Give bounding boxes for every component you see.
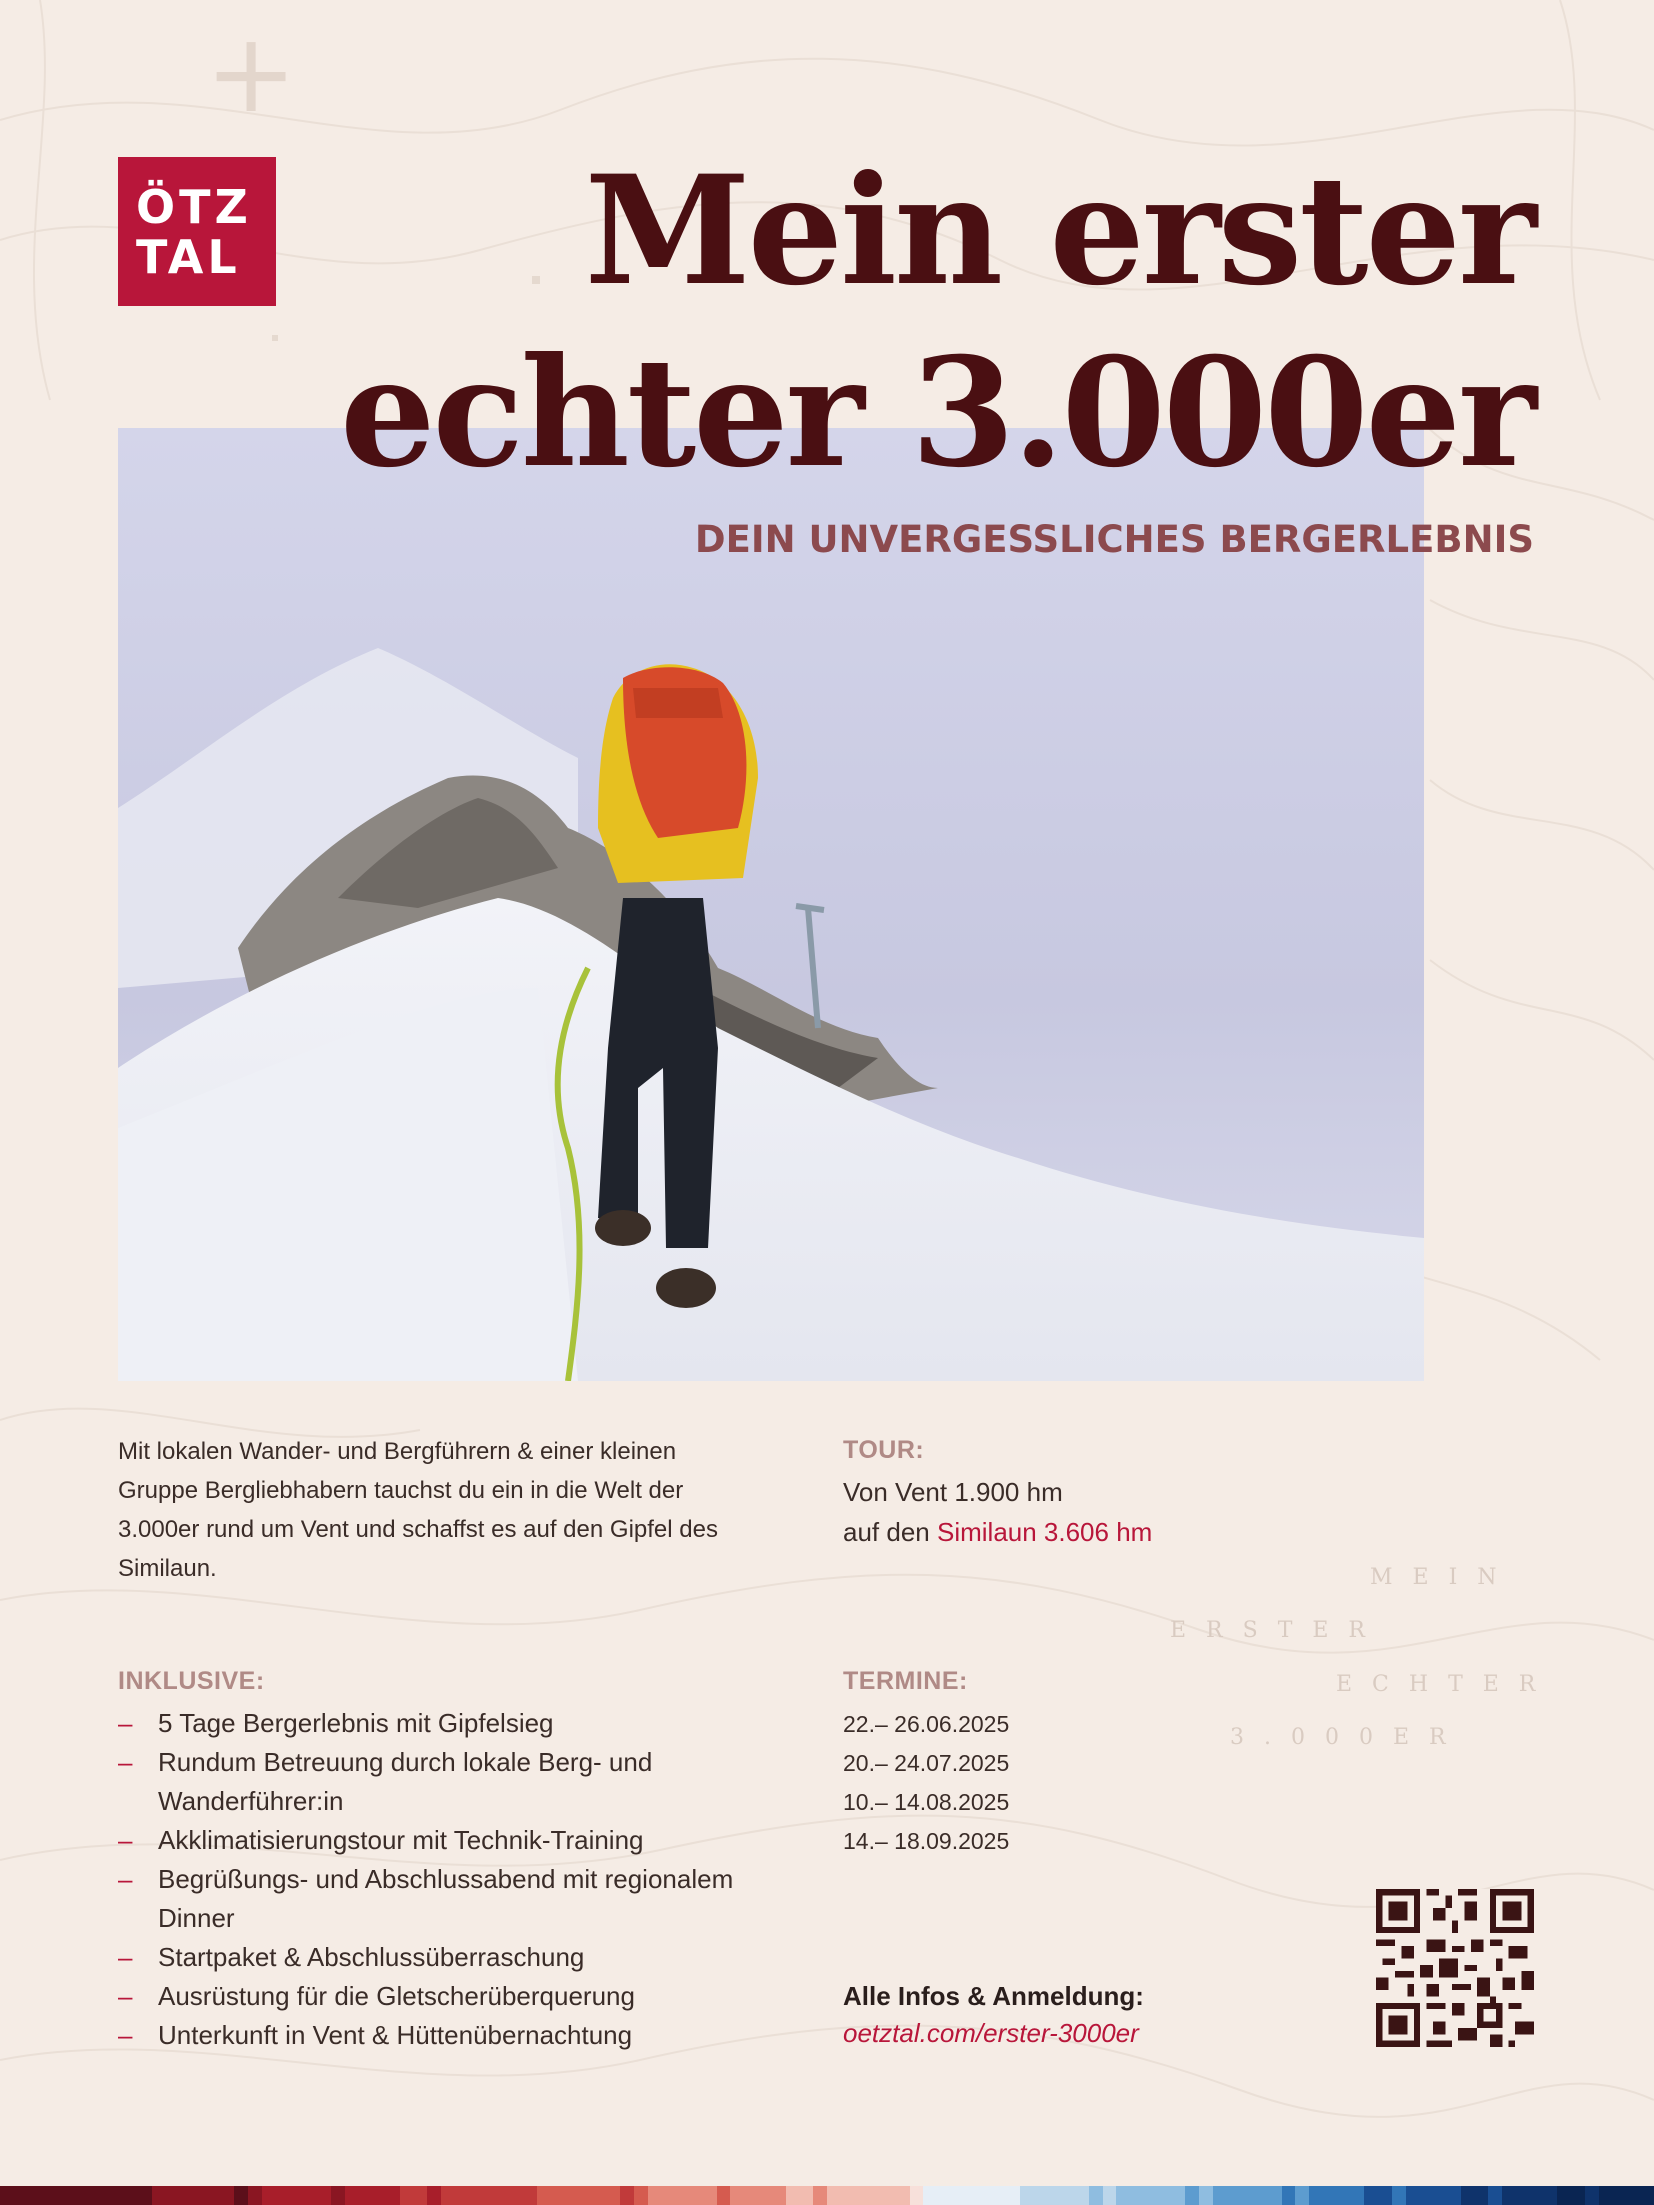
stripe xyxy=(496,2186,510,2205)
stripe xyxy=(689,2186,703,2205)
stripe xyxy=(910,2186,924,2205)
list-item-text: Ausrüstung für die Gletscherüberquerung xyxy=(158,1981,635,2011)
list-item xyxy=(118,1938,758,1977)
stripe xyxy=(234,2186,248,2205)
stripe xyxy=(882,2186,896,2205)
stripe xyxy=(841,2186,855,2205)
tour-details xyxy=(843,1472,1152,1552)
stripe xyxy=(1447,2186,1461,2205)
stripe xyxy=(537,2186,551,2205)
dash-icon: – xyxy=(118,1942,133,1972)
stripe xyxy=(1213,2186,1227,2205)
stripe xyxy=(1530,2186,1544,2205)
stripe xyxy=(648,2186,662,2205)
stripe xyxy=(579,2186,593,2205)
page-headline xyxy=(234,140,1534,504)
dash-icon: – xyxy=(118,1981,133,2011)
stripe xyxy=(110,2186,124,2205)
stripe xyxy=(1268,2186,1282,2205)
stripe xyxy=(1364,2186,1378,2205)
stripe xyxy=(427,2186,441,2205)
wordmark-line-1: MEIN xyxy=(1370,1565,1517,1590)
list-item-text: Unterkunft in Vent & Hüttenübernachtung xyxy=(158,2020,633,2050)
stripe xyxy=(1502,2186,1516,2205)
stripe xyxy=(55,2186,69,2205)
stripe xyxy=(1089,2186,1103,2205)
stripe xyxy=(854,2186,868,2205)
stripe xyxy=(1282,2186,1296,2205)
stripe xyxy=(207,2186,221,2205)
stripe xyxy=(1240,2186,1254,2205)
stripe xyxy=(317,2186,331,2205)
info-link[interactable]: oetztal.com/erster-3000er xyxy=(843,2018,1139,2048)
date-item: 20.– 24.07.2025 xyxy=(843,1750,1010,1776)
list-item xyxy=(118,1704,758,1743)
logo-line-2: TAL xyxy=(136,229,241,284)
stripe xyxy=(799,2186,813,2205)
stripe xyxy=(358,2186,372,2205)
list-item-text: Rundum Betreuung durch lokale Berg- und Wanderführer:in xyxy=(158,1747,653,1816)
qr-code-icon[interactable] xyxy=(1376,1889,1534,2047)
stripe xyxy=(303,2186,317,2205)
date-item: 10.– 14.08.2025 xyxy=(843,1789,1010,1815)
stripe xyxy=(1254,2186,1268,2205)
tour-line-1: Von Vent 1.900 hm xyxy=(843,1477,1063,1507)
termine-list xyxy=(843,1705,1009,1861)
stripe xyxy=(1516,2186,1530,2205)
tour-label: TOUR: xyxy=(843,1436,925,1464)
stripe xyxy=(1461,2186,1475,2205)
stripe xyxy=(441,2186,455,2205)
stripe xyxy=(0,2186,14,2205)
stripe xyxy=(620,2186,634,2205)
logo-line-1: ÖTZ xyxy=(136,179,252,234)
tour-line-2-highlight: Similaun 3.606 hm xyxy=(936,1517,1153,1547)
subheadline: DEIN UNVERGESSLICHES BERGERLEBNIS xyxy=(694,518,1534,561)
stripe xyxy=(524,2186,538,2205)
stripe xyxy=(923,2186,937,2205)
tour-line-2 xyxy=(843,1512,1152,1552)
stripe xyxy=(813,2186,827,2205)
stripe xyxy=(1585,2186,1599,2205)
stripe xyxy=(1047,2186,1061,2205)
decor-wordmark xyxy=(1120,1565,1570,1765)
dash-icon: – xyxy=(118,1864,133,1894)
stripe xyxy=(138,2186,152,2205)
headline-line-2: echter 3.000er xyxy=(340,325,1534,501)
stripe xyxy=(1075,2186,1089,2205)
stripe xyxy=(289,2186,303,2205)
stripe xyxy=(1323,2186,1337,2205)
stripe xyxy=(1199,2186,1213,2205)
stripe xyxy=(1061,2186,1075,2205)
list-item-text: Begrüßungs- und Abschlussabend mit regionalem Dinner xyxy=(158,1864,734,1933)
stripe xyxy=(827,2186,841,2205)
stripe xyxy=(69,2186,83,2205)
stripe xyxy=(1419,2186,1433,2205)
stripe xyxy=(565,2186,579,2205)
list-item xyxy=(118,1860,758,1938)
stripe xyxy=(372,2186,386,2205)
stripe xyxy=(593,2186,607,2205)
inklusive-list xyxy=(118,1704,758,2055)
stripe xyxy=(165,2186,179,2205)
climate-stripes-bar xyxy=(0,2186,1654,2205)
stripe xyxy=(1626,2186,1640,2205)
stripe xyxy=(1337,2186,1351,2205)
wordmark-line-2: ERSTER xyxy=(1170,1618,1385,1643)
stripe xyxy=(179,2186,193,2205)
stripe xyxy=(1006,2186,1020,2205)
stripe xyxy=(868,2186,882,2205)
stripe xyxy=(152,2186,166,2205)
headline-line-1: Mein erster xyxy=(584,143,1534,319)
stripe xyxy=(455,2186,469,2205)
date-item: 14.– 18.09.2025 xyxy=(843,1828,1010,1854)
stripe xyxy=(276,2186,290,2205)
stripe xyxy=(992,2186,1006,2205)
stripe xyxy=(221,2186,235,2205)
stripe xyxy=(331,2186,345,2205)
stripe xyxy=(937,2186,951,2205)
stripe xyxy=(41,2186,55,2205)
stripe xyxy=(1392,2186,1406,2205)
stripe xyxy=(1557,2186,1571,2205)
stripe xyxy=(717,2186,731,2205)
stripe xyxy=(248,2186,262,2205)
wordmark-line-4: 3.000ER xyxy=(1230,1725,1466,1750)
stripe xyxy=(482,2186,496,2205)
stripe xyxy=(662,2186,676,2205)
stripe xyxy=(193,2186,207,2205)
stripe xyxy=(730,2186,744,2205)
stripe xyxy=(1544,2186,1558,2205)
stripe xyxy=(386,2186,400,2205)
stripe xyxy=(675,2186,689,2205)
stripe xyxy=(28,2186,42,2205)
intro-paragraph: Mit lokalen Wander- und Bergführern & einer kleinen Gruppe Bergliebhabern tauchst du ein in die Welt der 3.000er rund um Vent und schaffst es auf den Gipfel des Similaun. xyxy=(118,1438,718,1582)
stripe xyxy=(758,2186,772,2205)
list-item xyxy=(118,1743,758,1821)
list-item-text: 5 Tage Bergerlebnis mit Gipfelsieg xyxy=(158,1708,554,1738)
dash-icon: – xyxy=(118,1708,133,1738)
stripe xyxy=(1406,2186,1420,2205)
stripe xyxy=(1612,2186,1626,2205)
stripe xyxy=(413,2186,427,2205)
stripe xyxy=(703,2186,717,2205)
stripe xyxy=(1116,2186,1130,2205)
stripe xyxy=(83,2186,97,2205)
stripe xyxy=(965,2186,979,2205)
stripe xyxy=(1295,2186,1309,2205)
stripe xyxy=(551,2186,565,2205)
list-item xyxy=(118,1821,758,1860)
list-item xyxy=(118,1977,758,2016)
stripe xyxy=(786,2186,800,2205)
stripe xyxy=(1103,2186,1117,2205)
dash-icon: – xyxy=(118,2020,133,2050)
wordmark-line-3: ECHTER xyxy=(1336,1672,1556,1697)
stripe xyxy=(1034,2186,1048,2205)
stripe xyxy=(1130,2186,1144,2205)
date-item: 22.– 26.06.2025 xyxy=(843,1711,1010,1737)
list-item xyxy=(118,2016,758,2055)
stripe xyxy=(1227,2186,1241,2205)
stripe xyxy=(1488,2186,1502,2205)
stripe xyxy=(606,2186,620,2205)
dash-icon: – xyxy=(118,1747,133,1777)
stripe xyxy=(262,2186,276,2205)
stripe xyxy=(124,2186,138,2205)
stripe xyxy=(1378,2186,1392,2205)
stripe xyxy=(1309,2186,1323,2205)
stripe xyxy=(634,2186,648,2205)
info-label: Alle Infos & Anmeldung: xyxy=(843,1981,1144,2011)
stripe xyxy=(14,2186,28,2205)
stripe xyxy=(400,2186,414,2205)
stripe xyxy=(469,2186,483,2205)
stripe xyxy=(896,2186,910,2205)
decor-plus-top: + xyxy=(205,9,298,137)
mountaineer-photo xyxy=(118,428,1424,1381)
stripe xyxy=(1185,2186,1199,2205)
stripe xyxy=(1020,2186,1034,2205)
stripe xyxy=(772,2186,786,2205)
stripe xyxy=(1640,2186,1654,2205)
stripe xyxy=(1351,2186,1365,2205)
stripe xyxy=(1171,2186,1185,2205)
stripe xyxy=(744,2186,758,2205)
stripe xyxy=(1144,2186,1158,2205)
list-item-text: Startpaket & Abschlussüberraschung xyxy=(158,1942,585,1972)
tour-line-2-prefix: auf den xyxy=(843,1517,937,1547)
stripe xyxy=(1599,2186,1613,2205)
dash-icon: – xyxy=(118,1825,133,1855)
list-item-text: Akklimatisierungstour mit Technik-Training xyxy=(158,1825,644,1855)
stripe xyxy=(510,2186,524,2205)
stripe xyxy=(978,2186,992,2205)
inklusive-label: INKLUSIVE: xyxy=(118,1667,265,1695)
stripe xyxy=(345,2186,359,2205)
stripe xyxy=(96,2186,110,2205)
stripe xyxy=(1433,2186,1447,2205)
stripe xyxy=(1158,2186,1172,2205)
stripe xyxy=(1475,2186,1489,2205)
stripe xyxy=(1571,2186,1585,2205)
stripe xyxy=(951,2186,965,2205)
termine-label: TERMINE: xyxy=(843,1667,968,1695)
